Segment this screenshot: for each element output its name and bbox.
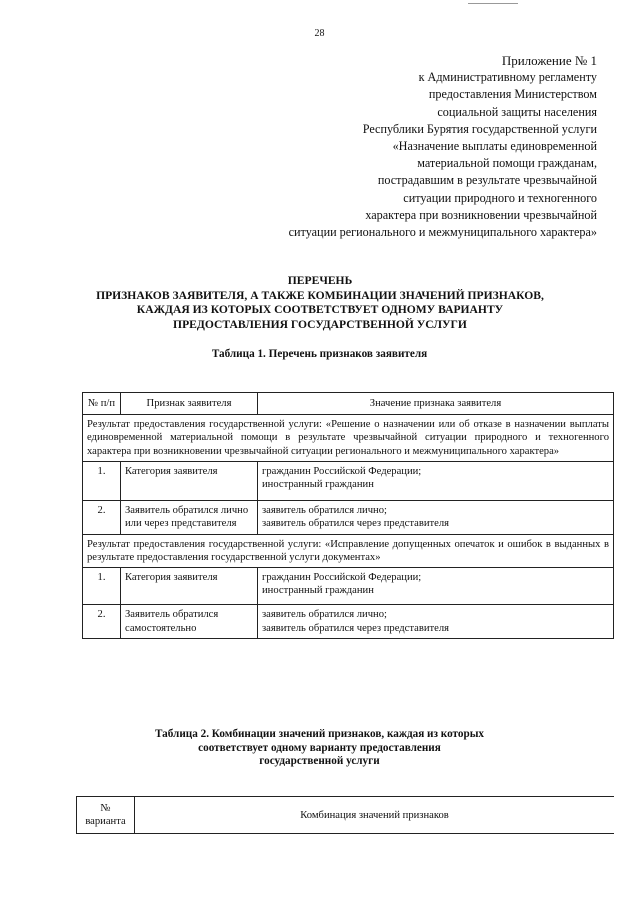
column-header-number: № п/п [83, 393, 121, 415]
row-number: 1. [83, 461, 121, 500]
applicant-attributes-table [82, 392, 614, 639]
page-number: 28 [314, 28, 325, 39]
result-row [83, 534, 614, 567]
top-edge-mark [468, 0, 518, 4]
row-value: иностранный гражданин [262, 585, 374, 597]
appendix-line: Приложение № 1 [501, 53, 597, 68]
row-attribute: Категория заявителя [121, 461, 258, 500]
row-value: заявитель обратился через представителя [262, 518, 449, 530]
appendix-line: предоставления Министерством [428, 87, 597, 102]
variant-combinations-table [76, 796, 614, 834]
row-values [258, 605, 614, 638]
row-attribute: Категория заявителя [121, 568, 258, 605]
row-value: заявитель обратился лично; [262, 505, 387, 517]
table-row [83, 501, 614, 534]
result-row [83, 415, 614, 462]
row-number: 2. [83, 605, 121, 638]
title-line: ПРИЗНАКОВ ЗАЯВИТЕЛЯ, А ТАКЖЕ КОМБИНАЦИИ ЗНАЧЕНИЙ ПРИЗНАКОВ, [96, 288, 544, 302]
column-header-attribute: Признак заявителя [121, 393, 258, 415]
table-row [83, 461, 614, 500]
document-title [60, 274, 580, 332]
appendix-line: материальной помощи гражданам, [417, 156, 597, 171]
caption-line: соответствует одному варианту предоставления [198, 741, 441, 754]
title-line: КАЖДАЯ ИЗ КОТОРЫХ СООТВЕТСТВУЕТ ОДНОМУ ВАРИАНТУ [136, 303, 504, 317]
appendix-line: ситуации регионального и межмуниципального характера» [288, 225, 597, 240]
table-row [83, 605, 614, 638]
table-header-row [77, 797, 615, 834]
appendix-line: пострадавшим в результате чрезвычайной [377, 173, 597, 188]
appendix-line: ситуации природного и техногенного [403, 190, 597, 205]
result-text: Результат предоставления государственной услуги: «Решение о назначении или об отказе в назначении выплаты единовременной материальной помощи в результате чрезвычайной ситуации природного и техногенного характера при возникновении чрезвычайной ситуации регионального и межмуниципального характера» [83, 415, 614, 462]
table-row [83, 568, 614, 605]
row-values [258, 568, 614, 605]
row-value: гражданин Российской Федерации; [262, 465, 422, 477]
table2-caption [0, 728, 639, 769]
appendix-line: к Административному регламенту [418, 70, 597, 85]
appendix-line: социальной защиты населения [437, 104, 597, 119]
column-header-variant-number: № варианта [77, 797, 135, 834]
column-header-combination: Комбинация значений признаков [135, 797, 615, 834]
row-number: 1. [83, 568, 121, 605]
title-line: ПЕРЕЧЕНЬ [287, 274, 353, 287]
row-values [258, 501, 614, 534]
table1-caption: Таблица 1. Перечень признаков заявителя [211, 348, 428, 360]
appendix-line: «Назначение выплаты единовременной [392, 139, 597, 154]
column-header-value: Значение признака заявителя [258, 393, 614, 415]
row-value: заявитель обратился через представителя [262, 622, 449, 634]
table-header-row [83, 393, 614, 415]
title-line: ПРЕДОСТАВЛЕНИЯ ГОСУДАРСТВЕННОЙ УСЛУГИ [173, 317, 467, 331]
row-attribute: Заявитель обратился лично или через представителя [121, 501, 258, 534]
appendix-line: Республики Бурятия государственной услуги [362, 121, 597, 136]
row-value: гражданин Российской Федерации; [262, 572, 422, 584]
row-value: заявитель обратился лично; [262, 609, 387, 621]
appendix-line: характера при возникновении чрезвычайной [365, 207, 597, 222]
row-number: 2. [83, 501, 121, 534]
appendix-header [177, 52, 597, 241]
row-values [258, 461, 614, 500]
result-text: Результат предоставления государственной услуги: «Исправление допущенных опечаток и ошибок в выданных в результате предоставления государственной услуги документах» [83, 534, 614, 567]
row-value: иностранный гражданин [262, 479, 374, 491]
caption-line: государственной услуги [259, 755, 380, 768]
row-attribute: Заявитель обратился самостоятельно [121, 605, 258, 638]
caption-line: Таблица 2. Комбинации значений признаков, каждая из которых [154, 728, 485, 740]
